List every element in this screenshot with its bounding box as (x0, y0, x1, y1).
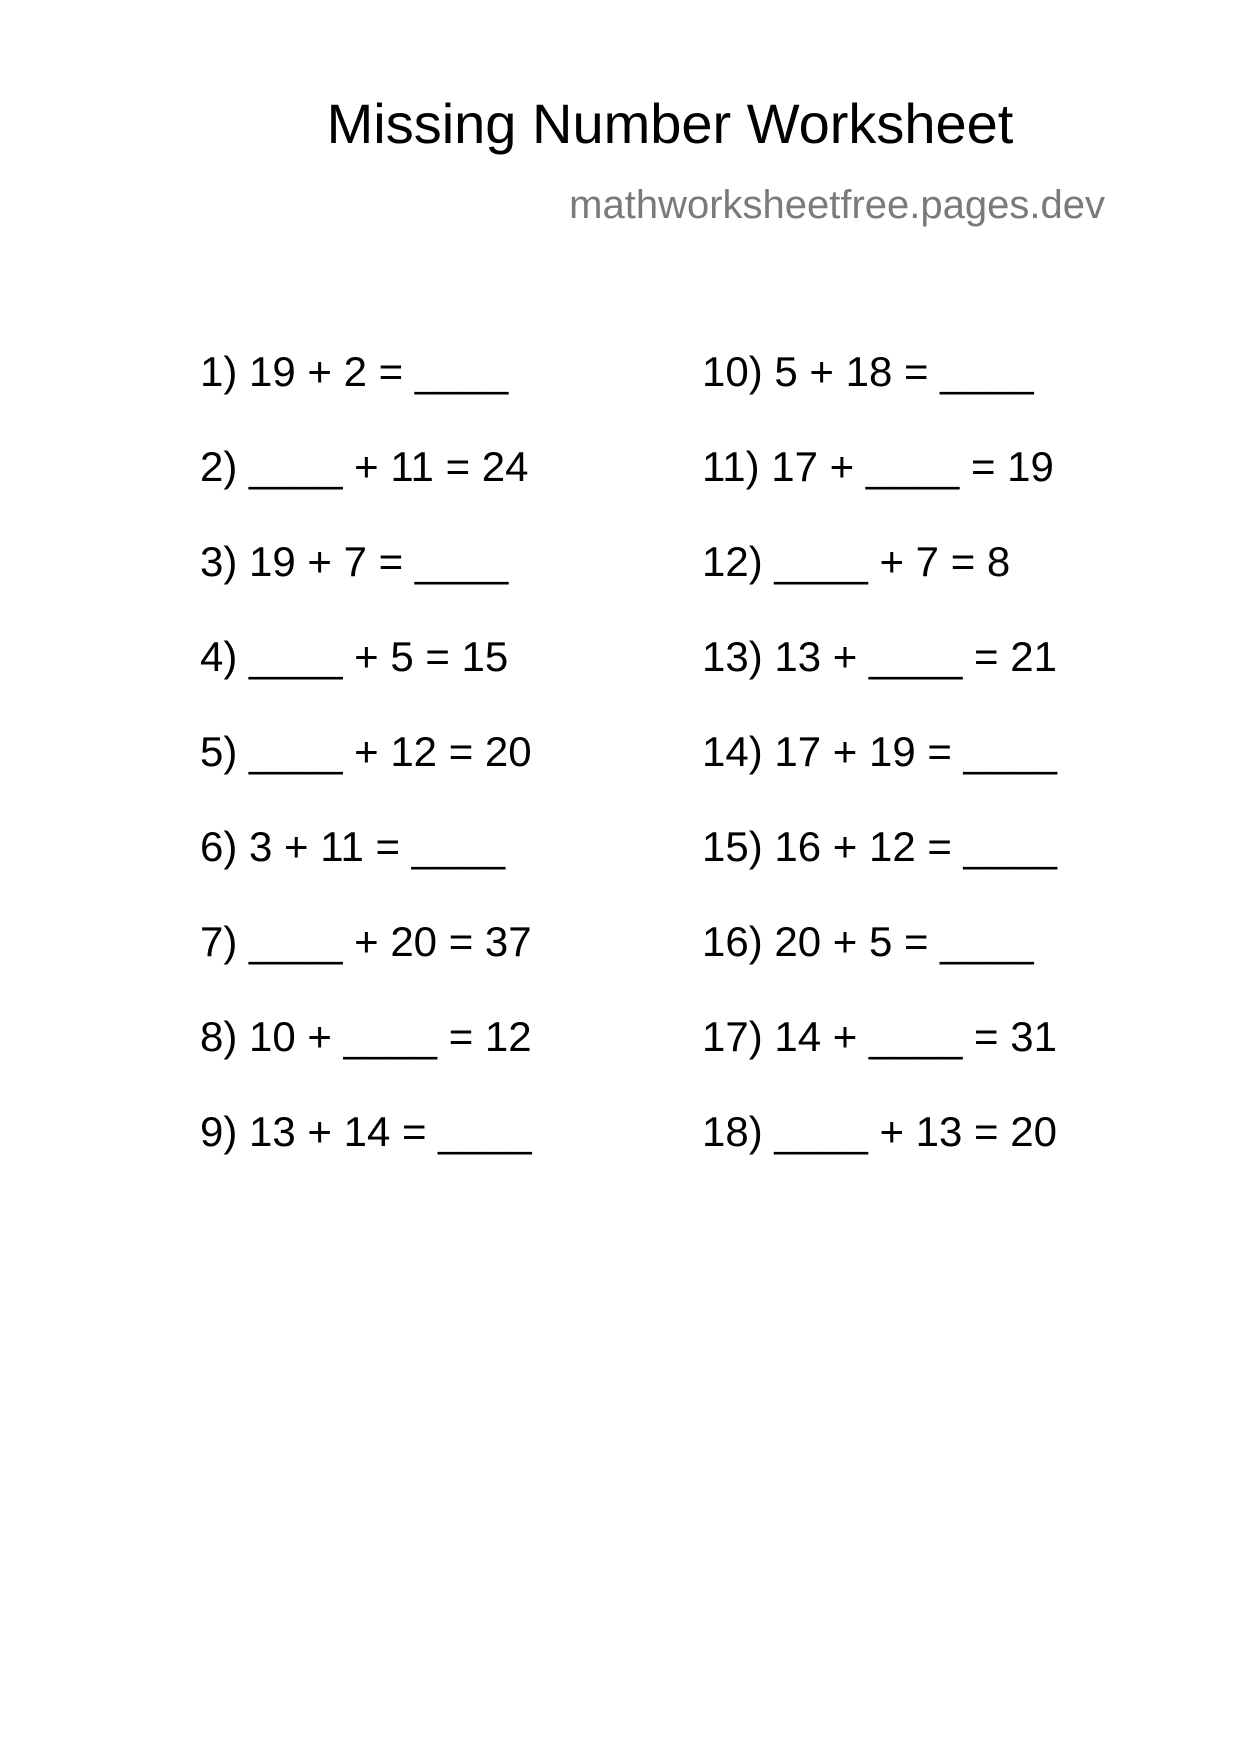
problem-16: 16) 20 + 5 = ____ (702, 918, 1034, 965)
problem-column-left (200, 348, 532, 1206)
source-url: mathworksheetfree.pages.dev (569, 183, 1105, 227)
problem-1: 1) 19 + 2 = ____ (200, 348, 509, 395)
problem-15: 15) 16 + 12 = ____ (702, 823, 1057, 870)
problem-2: 2) ____ + 11 = 24 (200, 443, 529, 490)
problem-6: 6) 3 + 11 = ____ (200, 823, 506, 870)
problem-17: 17) 14 + ____ = 31 (702, 1013, 1057, 1060)
problem-11: 11) 17 + ____ = 19 (702, 443, 1054, 490)
problem-7: 7) ____ + 20 = 37 (200, 918, 532, 965)
problem-5: 5) ____ + 12 = 20 (200, 728, 532, 775)
problem-13: 13) 13 + ____ = 21 (702, 633, 1057, 680)
problem-4: 4) ____ + 5 = 15 (200, 633, 509, 680)
problem-column-right (702, 348, 1057, 1206)
problem-8: 8) 10 + ____ = 12 (200, 1013, 532, 1060)
problem-9: 9) 13 + 14 = ____ (200, 1108, 532, 1155)
problem-10: 10) 5 + 18 = ____ (702, 348, 1034, 395)
page-title: Missing Number Worksheet (326, 92, 1014, 155)
problem-14: 14) 17 + 19 = ____ (702, 728, 1057, 775)
problem-18: 18) ____ + 13 = 20 (702, 1108, 1057, 1155)
problem-3: 3) 19 + 7 = ____ (200, 538, 509, 585)
problem-12: 12) ____ + 7 = 8 (702, 538, 1011, 585)
